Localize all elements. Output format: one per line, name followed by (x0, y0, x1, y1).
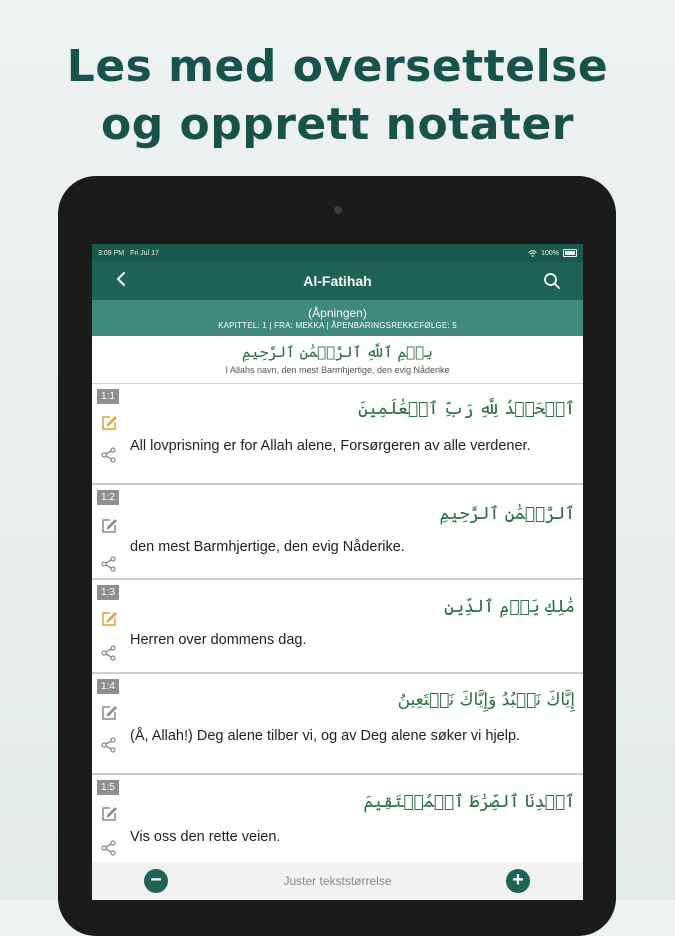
verse-number: 1:2 (97, 490, 119, 505)
verse-row[interactable] (92, 485, 583, 580)
bismillah-translation: I Allahs navn, den mest Barmhjertige, den evig Nåderike (225, 365, 450, 375)
verse-list (92, 384, 583, 865)
status-date: Fri Jul 17 (130, 249, 159, 257)
wifi-icon (528, 250, 537, 257)
surah-header (92, 300, 583, 336)
page-title: Al-Fatihah (303, 273, 372, 289)
verse-translation: Herren over dommens dag. (130, 632, 307, 648)
text-size-bar (92, 862, 583, 900)
verse-row[interactable] (92, 674, 583, 775)
verse-row[interactable] (92, 580, 583, 674)
edit-note-icon[interactable] (100, 414, 118, 437)
share-icon[interactable] (100, 555, 118, 578)
verse-translation: den mest Barmhjertige, den evig Nåderike. (130, 539, 405, 555)
edit-note-icon[interactable] (100, 517, 118, 540)
verse-arabic: إِيَّاكَ نَعۡبُدُ وَإِيَّاكَ نَسۡتَعِينُ (397, 690, 575, 710)
verse-arabic: مَٰلِكِ يَوۡمِ ٱلدِّينِ (444, 597, 575, 617)
verse-number: 1:1 (97, 389, 119, 404)
share-icon[interactable] (100, 736, 118, 759)
verse-translation: Vis oss den rette veien. (130, 829, 281, 845)
verse-row[interactable] (92, 775, 583, 865)
share-icon[interactable] (100, 446, 118, 469)
verse-arabic: ٱلۡحَمۡدُ لِلَّهِ رَبِّ ٱلۡعَٰلَمِينَ (358, 399, 575, 419)
battery-icon (563, 249, 577, 257)
verse-translation: (Å, Allah!) Deg alene tilber vi, og av Deg alene søker vi hjelp. (130, 728, 521, 744)
edit-note-icon[interactable] (100, 610, 118, 633)
text-size-label: Juster tekststørrelse (283, 874, 392, 888)
verse-number: 1:4 (97, 679, 119, 694)
decrease-text-size-button[interactable]: − (144, 869, 168, 893)
search-icon[interactable] (543, 272, 561, 295)
promo-line-1: Les med oversettelse (66, 41, 609, 92)
edit-note-icon[interactable] (100, 805, 118, 828)
edit-note-icon[interactable] (100, 704, 118, 727)
verse-number: 1:5 (97, 780, 119, 795)
promo-line-2: og opprett notater (100, 99, 575, 150)
battery-percent: 100% (541, 249, 559, 257)
verse-translation: All lovprisning er for Allah alene, Forsørgeren av alle verdener. (130, 438, 531, 454)
status-bar (92, 244, 583, 262)
app-screen (92, 244, 583, 900)
promo-headline (0, 38, 675, 154)
app-bar (92, 262, 583, 300)
bismillah-arabic: بِسۡمِ ٱللَّهِ ٱلرَّحۡمَٰنِ ٱلرَّحِيمِ (242, 343, 433, 361)
back-arrow-icon[interactable] (116, 271, 126, 292)
verse-number: 1:3 (97, 585, 119, 600)
verse-arabic: ٱهۡدِنَا ٱلصِّرَٰطَ ٱلۡمُسۡتَقِيمَ (363, 792, 575, 812)
camera-dot (334, 206, 342, 214)
share-icon[interactable] (100, 839, 118, 862)
increase-text-size-button[interactable]: + (506, 869, 530, 893)
status-time: 3:09 PM (98, 249, 125, 257)
surah-meta: KAPITTEL: 1 | FRA: MEKKA | ÅPENBARINGSREKKEFØLGE: 5 (218, 320, 457, 330)
verse-row[interactable] (92, 384, 583, 485)
bismillah-block (92, 336, 583, 384)
status-right (528, 249, 577, 257)
surah-subtitle: (Åpningen) (308, 305, 367, 320)
verse-arabic: ٱلرَّحۡمَٰنِ ٱلرَّحِيمِ (439, 504, 575, 524)
share-icon[interactable] (100, 644, 118, 667)
